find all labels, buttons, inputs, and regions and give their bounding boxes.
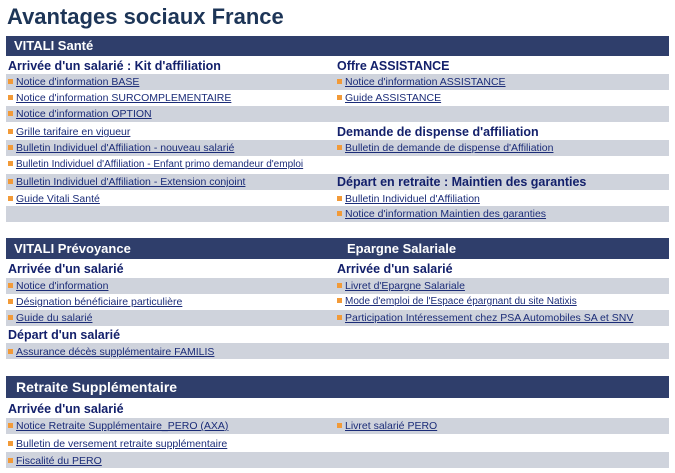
retraite-supp-link-bulletin-versement[interactable]: Bulletin de versement retraite supplémentaire [8,438,227,450]
sante-link-notice-option[interactable]: Notice d'information OPTION [8,108,152,120]
sante-link-notice-base[interactable]: Notice d'information BASE [8,76,139,88]
bullet-square-icon [8,283,13,288]
bullet-square-icon [8,315,13,320]
bullet-square-icon [337,211,342,216]
row-stripe [6,452,669,468]
retraite-link-notice-maintien[interactable]: Notice d'information Maintien des garanties [337,208,546,220]
assistance-heading: Offre ASSISTANCE [337,59,450,73]
retraite-supp-banner-title: Retraite Supplémentaire [16,379,178,395]
sante-kit-heading: Arrivée d'un salarié : Kit d'affiliation [8,59,221,73]
retraite-link-bulletin[interactable]: Bulletin Individuel d'Affiliation [337,193,480,205]
prevoyance-link-notice[interactable]: Notice d'information [8,280,108,292]
bullet-square-icon [8,79,13,84]
page-title: Avantages sociaux France [7,4,284,29]
epargne-banner-title: Epargne Salariale [347,241,457,256]
epargne-link-natixis[interactable]: Mode d'emploi de l'Espace épargnant du site Natixis [337,296,577,307]
retraite-supp-arrivee-heading: Arrivée d'un salarié [8,402,124,416]
bullet-square-icon [8,458,13,463]
bullet-square-icon [8,196,13,201]
bullet-square-icon [8,111,13,116]
bullet-square-icon [337,79,342,84]
retraite-maintien-heading: Départ en retraite : Maintien des garanties [337,175,587,189]
prevoyance-depart-heading: Départ d'un salarié [8,328,121,342]
epargne-arrivee-heading: Arrivée d'un salarié [337,262,453,276]
sante-banner-title: VITALI Santé [14,38,94,53]
retraite-supp-link-notice-pero[interactable]: Notice Retraite Supplémentaire_PERO (AXA) [8,420,228,432]
epargne-link-participation[interactable]: Participation Intéressement chez PSA Automobiles SA et SNV [337,312,633,324]
sante-link-bia-nouveau-salarie[interactable]: Bulletin Individuel d'Affiliation - nouveau salarié [8,142,234,154]
prevoyance-arrivee-heading: Arrivée d'un salarié [8,262,124,276]
sante-banner [6,36,669,56]
sante-link-bia-enfant[interactable]: Bulletin Individuel d'Affiliation - Enfant primo demandeur d'emploi [8,159,303,170]
sante-link-grille-tarifaire[interactable]: Grille tarifaire en vigueur [8,126,130,138]
bullet-square-icon [8,423,13,428]
bullet-square-icon [8,145,13,150]
bullet-square-icon [337,315,342,320]
bullet-square-icon [8,179,13,184]
bullet-square-icon [337,95,342,100]
bullet-square-icon [8,299,13,304]
dispense-link-bulletin[interactable]: Bulletin de demande de dispense d'Affiliation [337,142,553,154]
prevoyance-link-guide[interactable]: Guide du salarié [8,312,92,324]
retraite-supp-link-livret-pero[interactable]: Livret salarié PERO [337,420,437,432]
epargne-link-livret[interactable]: Livret d'Epargne Salariale [337,280,465,292]
bullet-square-icon [337,145,342,150]
sante-link-bia-extension-conjoint[interactable]: Bulletin Individuel d'Affiliation - Extension conjoint [8,176,245,188]
sante-link-notice-surcomplementaire[interactable]: Notice d'information SURCOMPLEMENTAIRE [8,92,231,104]
prevoyance-link-familis[interactable]: Assurance décès supplémentaire FAMILIS [8,346,214,358]
bullet-square-icon [337,298,342,303]
dispense-heading: Demande de dispense d'affiliation [337,125,539,139]
assistance-link-guide[interactable]: Guide ASSISTANCE [337,92,441,104]
bullet-square-icon [8,129,13,134]
bullet-square-icon [8,161,13,166]
prevoyance-link-designation[interactable]: Désignation bénéficiaire particulière [8,296,182,308]
bullet-square-icon [8,95,13,100]
bullet-square-icon [337,423,342,428]
prevoyance-banner-title: VITALI Prévoyance [14,241,131,256]
bullet-square-icon [8,349,13,354]
assistance-link-notice[interactable]: Notice d'information ASSISTANCE [337,76,506,88]
bullet-square-icon [337,283,342,288]
sante-link-guide-vitali[interactable]: Guide Vitali Santé [8,193,100,205]
retraite-supp-link-fiscalite[interactable]: Fiscalité du PERO [8,455,102,467]
bullet-square-icon [8,441,13,446]
bullet-square-icon [337,196,342,201]
